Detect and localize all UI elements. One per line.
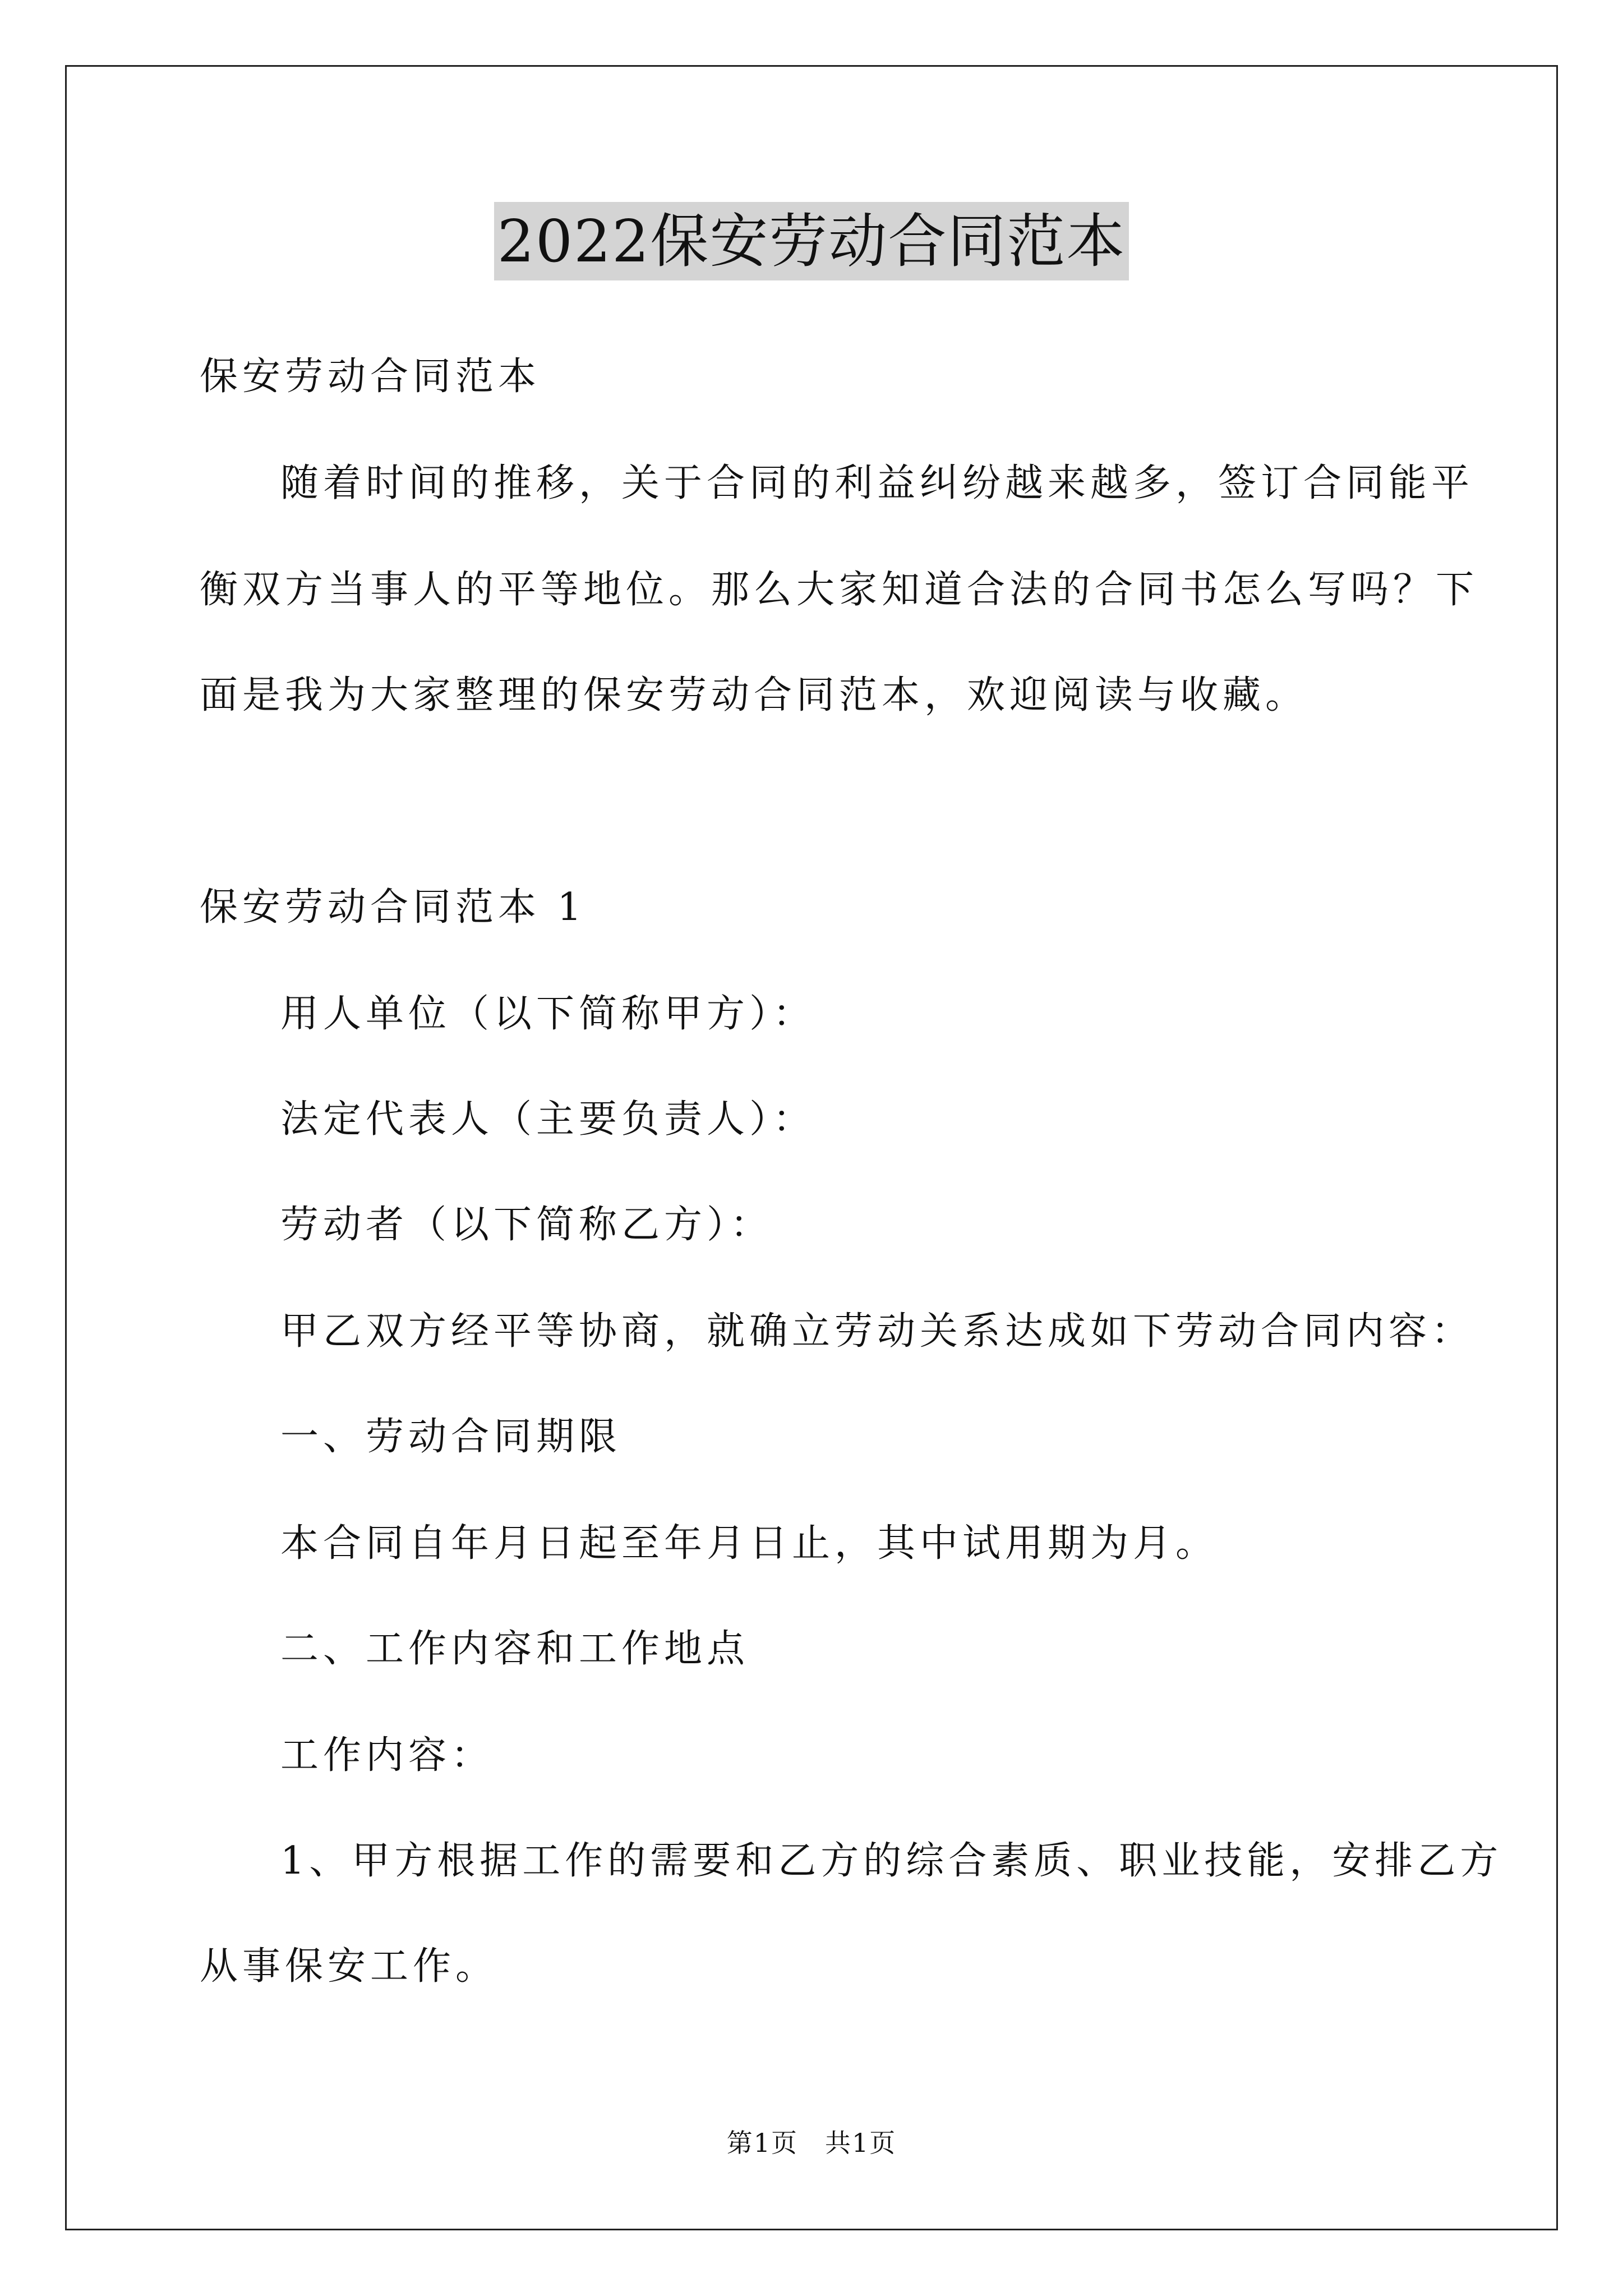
worker-line: 劳动者（以下简称乙方）：	[280, 1203, 773, 1247]
employer-line: 用人单位（以下简称甲方）：	[280, 992, 816, 1036]
intro-line-2: 衡双方当事人的平等地位。那么大家知道合法的合同书怎么写吗？下	[200, 568, 1479, 612]
item-1-line-1: 1、甲方根据工作的需要和乙方的综合素质、职业技能，安排乙方	[280, 1839, 1503, 1883]
intro-line-3: 面是我为大家整理的保安劳动合同范本，欢迎阅读与收藏。	[200, 673, 1308, 717]
section-heading: 保安劳动合同范本 1	[200, 885, 586, 930]
work-content-label: 工作内容：	[280, 1733, 494, 1778]
clause-1-text: 本合同自年月日起至年月日止，其中试用期为月。	[280, 1521, 1219, 1566]
legal-rep-line: 法定代表人（主要负责人）：	[280, 1097, 816, 1142]
clause-1-title: 一、劳动合同期限	[280, 1415, 622, 1459]
title-container	[0, 202, 1623, 280]
intro-line-1: 随着时间的推移，关于合同的利益纠纷越来越多，签订合同能平	[280, 461, 1474, 505]
agreement-line: 甲乙双方经平等协商，就确立劳动关系达成如下劳动合同内容：	[280, 1309, 1474, 1354]
page-footer: 第1页 共1页	[726, 2128, 897, 2158]
subtitle: 保安劳动合同范本	[200, 355, 541, 399]
document-title: 2022保安劳动合同范本	[494, 202, 1129, 280]
clause-2-title: 二、工作内容和工作地点	[280, 1627, 750, 1671]
item-1-line-2: 从事保安工作。	[200, 1944, 499, 1989]
